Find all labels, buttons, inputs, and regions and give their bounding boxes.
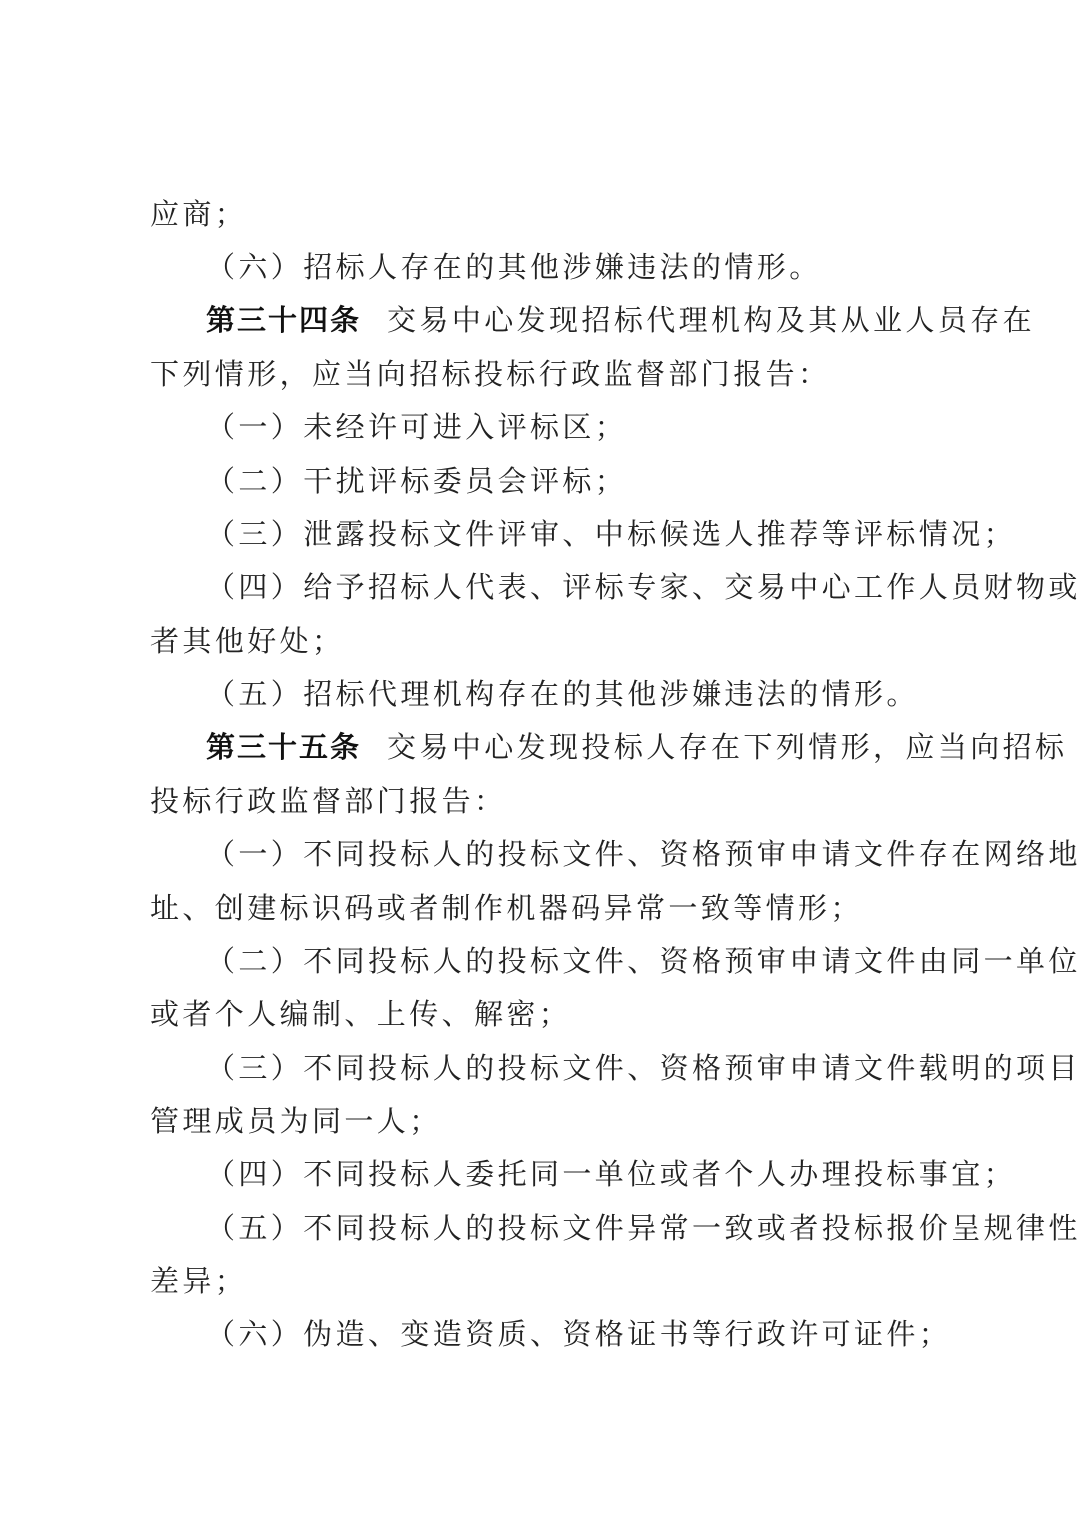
line-text: 址、创建标识码或者制作机器码异常一致等情形； <box>150 891 863 925</box>
article-number: 第三十五条 <box>206 730 362 764</box>
line-text: 或者个人编制、上传、解密； <box>150 997 572 1031</box>
line-text: 应商； <box>150 197 248 231</box>
list-item <box>206 241 940 293</box>
list-item <box>206 561 1081 613</box>
list-item <box>206 1202 1081 1254</box>
list-item <box>206 401 940 453</box>
line-text: （三）不同投标人的投标文件、资格预审申请文件载明的项目 <box>206 1051 1081 1085</box>
list-item <box>206 935 1081 987</box>
text-line <box>150 775 940 827</box>
text-line <box>150 1255 940 1307</box>
text-line <box>150 882 940 934</box>
line-text: （五）招标代理机构存在的其他涉嫌违法的情形。 <box>206 677 919 711</box>
line-text: （六）伪造、变造资质、资格证书等行政许可证件； <box>206 1317 952 1351</box>
line-text: （一）不同投标人的投标文件、资格预审申请文件存在网络地 <box>206 837 1081 871</box>
text-line <box>150 1095 940 1147</box>
line-text: 管理成员为同一人； <box>150 1104 442 1138</box>
line-text: 差异； <box>150 1264 248 1298</box>
list-item <box>206 455 940 507</box>
text-line <box>150 615 940 667</box>
line-text: （二）不同投标人的投标文件、资格预审申请文件由同一单位 <box>206 944 1081 978</box>
text-line <box>150 188 940 240</box>
article-heading-line <box>206 721 1068 773</box>
line-text: （五）不同投标人的投标文件异常一致或者投标报价呈规律性 <box>206 1211 1081 1245</box>
line-text: （三）泄露投标文件评审、中标候选人推荐等评标情况； <box>206 517 1017 551</box>
list-item <box>206 1042 1081 1094</box>
list-item <box>206 668 940 720</box>
text-line <box>150 348 940 400</box>
article-number: 第三十四条 <box>206 303 362 337</box>
line-text: （四）给予招标人代表、评标专家、交易中心工作人员财物或 <box>206 570 1081 604</box>
list-item <box>206 1308 952 1360</box>
line-text: （四）不同投标人委托同一单位或者个人办理投标事宜； <box>206 1157 1017 1191</box>
line-text: 投标行政监督部门报告： <box>150 784 507 818</box>
line-text: 者其他好处； <box>150 624 345 658</box>
list-item <box>206 508 1017 560</box>
line-text: （六）招标人存在的其他涉嫌违法的情形。 <box>206 250 822 284</box>
article-heading-line <box>206 294 1036 346</box>
line-text: 交易中心发现投标人存在下列情形，应当向招标 <box>387 730 1068 764</box>
text-line <box>150 988 940 1040</box>
line-text: （二）干扰评标委员会评标； <box>206 464 628 498</box>
list-item <box>206 1148 1017 1200</box>
line-text: （一）未经许可进入评标区； <box>206 410 628 444</box>
line-text: 交易中心发现招标代理机构及其从业人员存在 <box>387 303 1036 337</box>
line-text: 下列情形，应当向招标投标行政监督部门报告： <box>150 357 831 391</box>
list-item <box>206 828 1081 880</box>
